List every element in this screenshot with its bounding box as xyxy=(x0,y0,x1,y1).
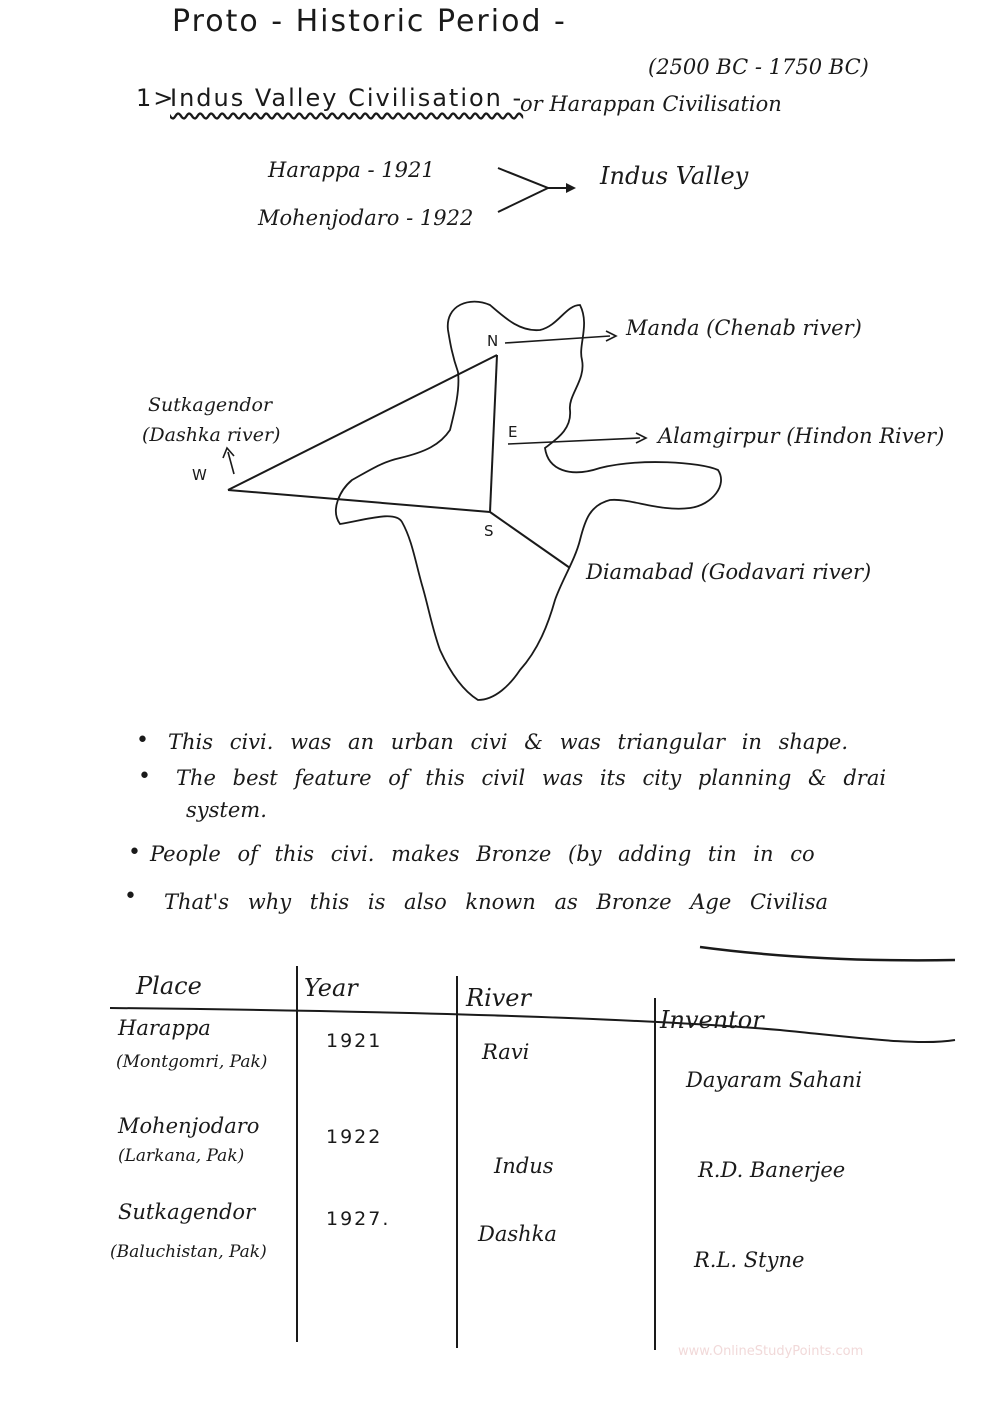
discovery-mohenjodaro: Mohenjodaro - 1922 xyxy=(258,206,474,230)
bronze-age-underline xyxy=(700,947,955,960)
table-cell-place: Mohenjodaro xyxy=(118,1114,260,1138)
section-number: 1> xyxy=(136,84,176,112)
table-cell-region: (Montgomri, Pak) xyxy=(116,1052,268,1072)
table-cell-inventor: R.L. Styne xyxy=(694,1248,805,1272)
label-alamgirpur: Alamgirpur (Hindon River) xyxy=(658,424,945,448)
section-dates: (2500 BC - 1750 BC) xyxy=(648,55,869,79)
table-header-inventor: Inventor xyxy=(660,1006,764,1034)
section-heading: Indus Valley Civilisation - xyxy=(170,84,524,112)
compass-west: W xyxy=(192,466,209,484)
section-alt-name: or Harappan Civilisation xyxy=(520,92,782,116)
arrow-head xyxy=(566,183,576,193)
label-dashka-river: (Dashka river) xyxy=(142,424,281,446)
compass-north: N xyxy=(487,332,501,350)
bullet-dot: • xyxy=(124,884,137,909)
table-header-year: Year xyxy=(304,974,358,1002)
table-cell-river: Ravi xyxy=(482,1040,530,1064)
note-line-5: That's why this is also known as Bronze Age Civilisa xyxy=(164,890,829,914)
label-diamabad: Diamabad (Godavari river) xyxy=(586,560,872,584)
table-cell-river: Dashka xyxy=(478,1222,557,1246)
triangle-side-ns xyxy=(490,355,497,512)
table-cell-year: 1927. xyxy=(326,1208,391,1230)
triangle-side-nw xyxy=(228,355,497,490)
pointer-east xyxy=(508,438,640,444)
table-cell-year: 1921 xyxy=(326,1030,383,1052)
label-manda: Manda (Chenab river) xyxy=(626,316,862,340)
discovery-result: Indus Valley xyxy=(600,162,749,190)
label-sutkagendor: Sutkagendor xyxy=(148,394,273,416)
table-column-rule xyxy=(296,966,298,1342)
note-line-4: People of this civi. makes Bronze (by adding tin in co xyxy=(150,842,815,866)
triangle-side-ws xyxy=(228,490,490,512)
table-cell-river: Indus xyxy=(494,1154,554,1178)
table-cell-inventor: R.D. Banerjee xyxy=(698,1158,846,1182)
compass-east: E xyxy=(508,423,520,441)
table-column-rule xyxy=(456,976,458,1348)
bullet-dot: • xyxy=(138,764,151,789)
note-line-2: The best feature of this civil was its city planning & drai xyxy=(176,766,887,790)
bullet-dot: • xyxy=(128,840,141,865)
india-outline xyxy=(336,302,721,700)
page-title: Proto - Historic Period - xyxy=(172,4,567,39)
table-cell-place: Sutkagendor xyxy=(118,1200,256,1224)
table-header-river: River xyxy=(466,984,531,1012)
table-header-place: Place xyxy=(136,972,202,1000)
bullet-dot: • xyxy=(136,728,149,753)
table-cell-region: (Larkana, Pak) xyxy=(118,1146,245,1166)
discovery-harappa: Harappa - 1921 xyxy=(268,158,435,182)
brace-arrow xyxy=(498,168,548,212)
table-cell-inventor: Dayaram Sahani xyxy=(686,1068,863,1092)
table-cell-place: Harappa xyxy=(118,1016,211,1040)
table-cell-region: (Baluchistan, Pak) xyxy=(110,1242,267,1262)
compass-south: S xyxy=(484,522,496,540)
pointer-south xyxy=(490,512,570,568)
watermark: www.OnlineStudyPoints.com xyxy=(678,1344,864,1359)
note-line-3: system. xyxy=(186,798,267,822)
note-line-1: This civi. was an urban civi & was triangular in shape. xyxy=(168,730,848,754)
table-cell-year: 1922 xyxy=(326,1126,383,1148)
table-header-rule xyxy=(110,1008,955,1042)
table-column-rule xyxy=(654,998,656,1350)
pointer-north xyxy=(505,336,610,343)
